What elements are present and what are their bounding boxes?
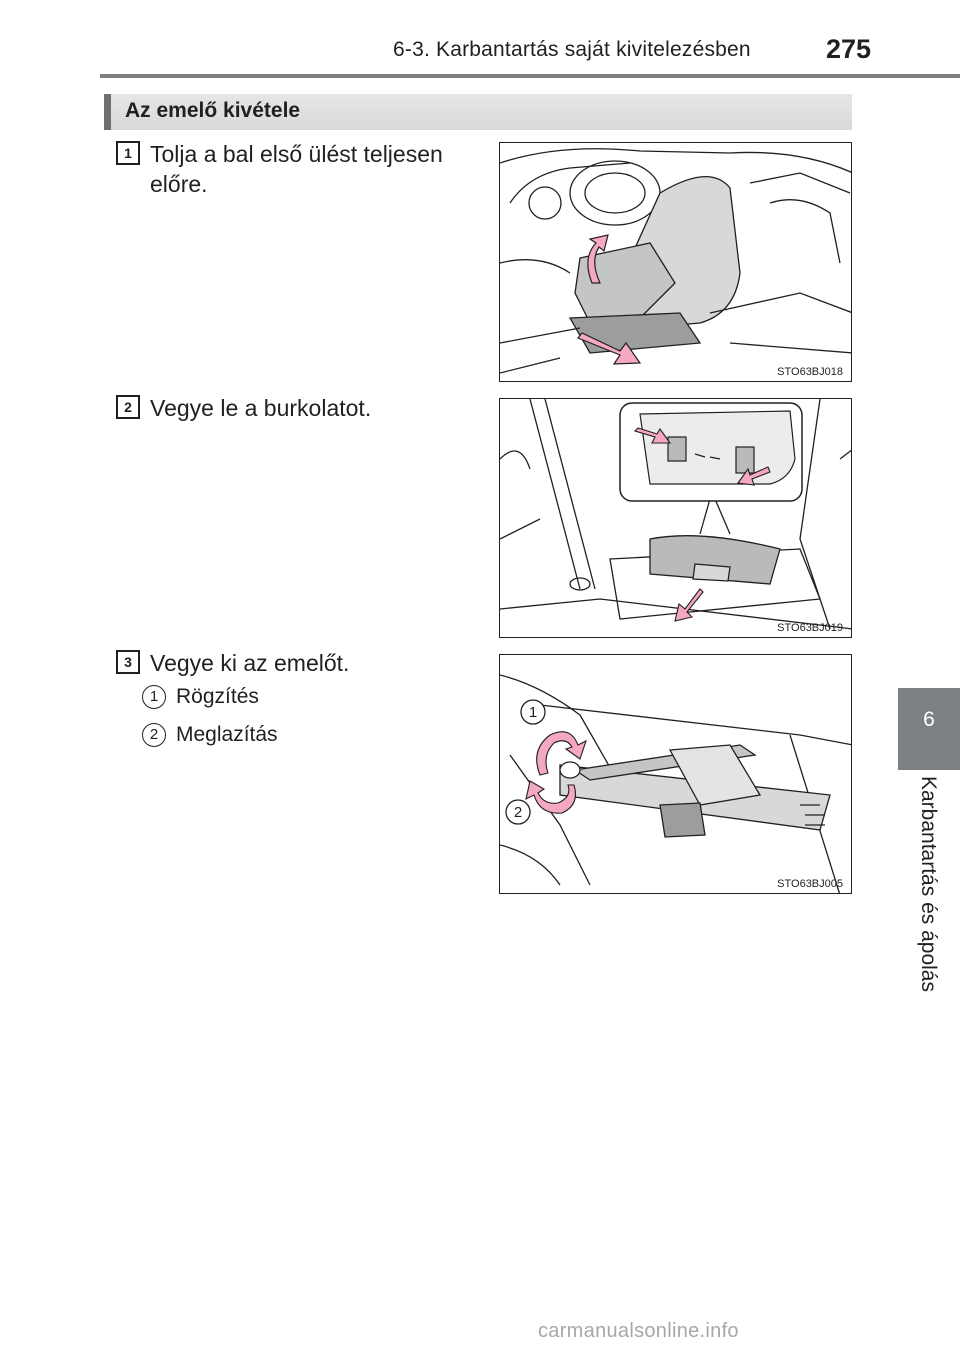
step-3-text: Vegye ki az emelőt. — [150, 650, 350, 676]
step-2-text: Vegye le a burkolatot. — [150, 395, 372, 421]
sub-item-1-number: 1 — [142, 685, 166, 709]
section-header — [104, 94, 852, 130]
header-section-title: 6-3. Karbantartás saját kivitelezésben — [393, 38, 751, 61]
jack-callout-1: 1 — [528, 704, 538, 721]
remove-jack-illustration — [500, 655, 852, 894]
step-1-number: 1 — [116, 141, 140, 165]
figure-code-3: STO63BJ005 — [777, 878, 843, 890]
figure-code-1: STO63BJ018 — [777, 366, 843, 378]
step-1-text-line2: előre. — [150, 171, 208, 197]
sub-item-2-label: Meglazítás — [176, 723, 278, 746]
chapter-tab — [898, 688, 960, 770]
step-3-number: 3 — [116, 650, 140, 674]
figure-code-2: STO63BJ019 — [777, 622, 843, 634]
step-1-text — [150, 139, 443, 199]
section-title: Az emelő kivétele — [125, 99, 301, 122]
step-2-number: 2 — [116, 395, 140, 419]
sub-item-1-label: Rögzítés — [176, 685, 259, 708]
header-rule — [100, 74, 960, 78]
page-number: 275 — [826, 34, 872, 64]
remove-cover-illustration — [500, 399, 852, 638]
seat-forward-illustration — [500, 143, 852, 382]
chapter-title-tab — [898, 770, 960, 1032]
jack-callout-2: 2 — [513, 804, 523, 821]
figure-remove-jack — [499, 654, 852, 894]
figure-seat-forward — [499, 142, 852, 382]
watermark: carmanualsonline.info — [538, 1320, 739, 1342]
figure-remove-cover — [499, 398, 852, 638]
step-1-text-line1: Tolja a bal első ülést teljesen — [150, 141, 443, 167]
sub-item-2-number: 2 — [142, 723, 166, 747]
chapter-number: 6 — [923, 708, 935, 731]
chapter-title: Karbantartás és ápolás — [917, 776, 940, 992]
